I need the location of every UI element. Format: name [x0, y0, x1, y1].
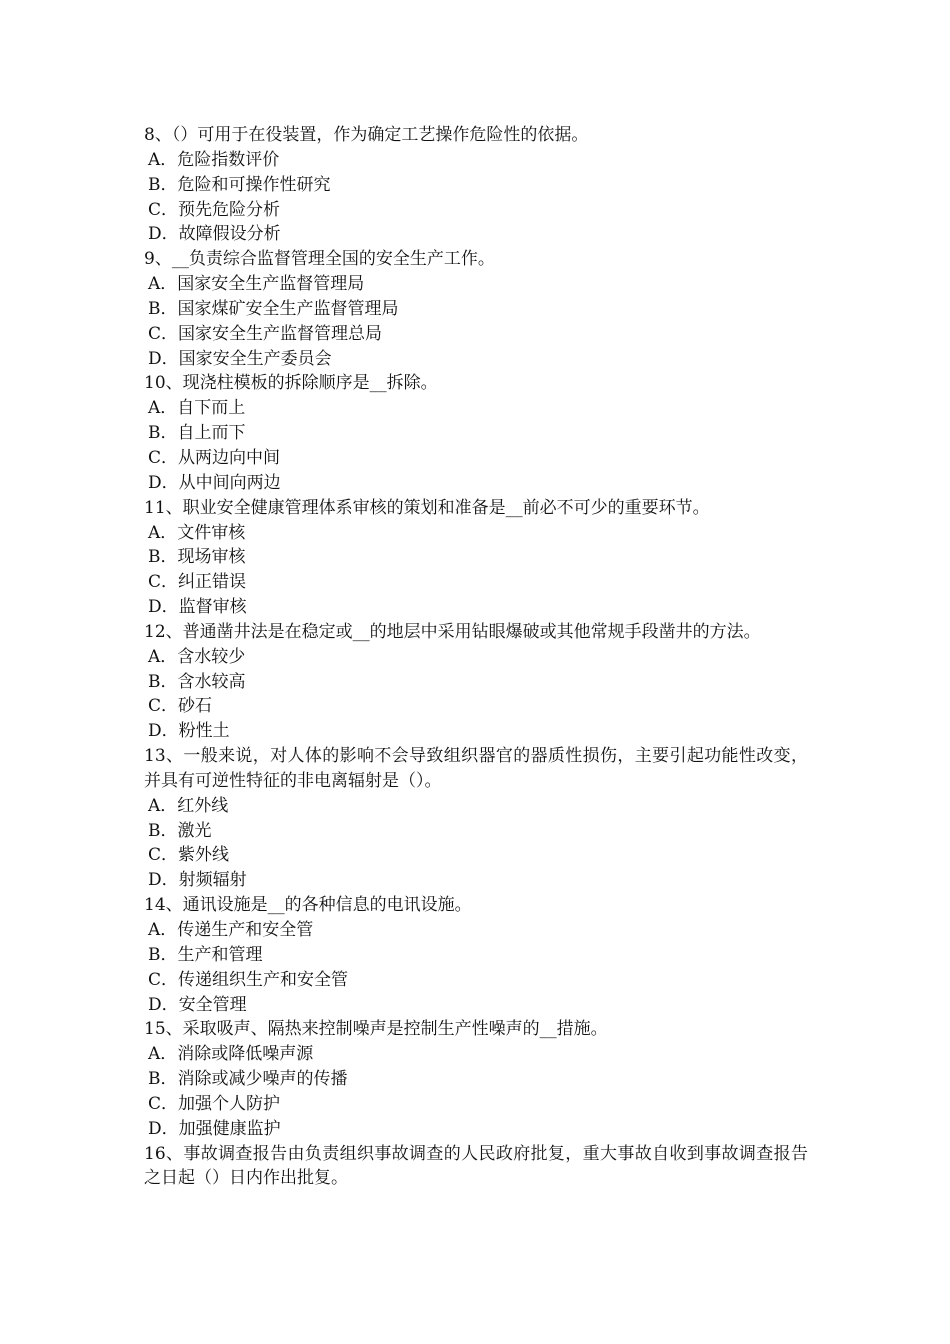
option-10-a: A．自下而上 [148, 398, 246, 419]
option-13-d: D．射频辐射 [148, 870, 247, 891]
option-14-b: B．生产和管理 [148, 944, 263, 965]
option-9-d: D．国家安全生产委员会 [148, 348, 332, 369]
question-8: 8、（）可用于在役装置，作为确定工艺操作危险性的依据。 [144, 125, 589, 145]
question-16: 16、事故调查报告由负责组织事故调查的人民政府批复，重大事故自收到事故调查报告之日起（）日内作出批复。 [144, 1143, 808, 1189]
option-15-d: D．加强健康监护 [148, 1118, 281, 1139]
option-8-d: D．故障假设分析 [148, 224, 281, 245]
option-10-b: B．自上而下 [148, 423, 246, 444]
question-12: 12、普通凿井法是在稳定或__的地层中采用钻眼爆破或其他常规手段凿井的方法。 [144, 621, 761, 642]
option-15-c: C．加强个人防护 [148, 1093, 281, 1114]
option-12-a: A．含水较少 [148, 646, 246, 667]
option-14-a: A．传递生产和安全管 [148, 920, 314, 940]
option-10-d: D．从中间向两边 [148, 472, 281, 493]
option-9-c: C．国家安全生产监督管理总局 [148, 323, 383, 344]
question-11: 11、职业安全健康管理体系审核的策划和准备是__前必不可少的重要环节。 [144, 497, 710, 518]
document-page [144, 123, 808, 1191]
question-10: 10、现浇柱模板的拆除顺序是__拆除。 [144, 373, 438, 394]
option-9-a: A．国家安全生产监督管理局 [148, 274, 365, 295]
question-13: 13、一般来说，对人体的影响不会导致组织器官的器质性损伤，主要引起功能性改变，并具有可逆性特征的非电离辐射是（）。 [144, 746, 808, 791]
option-14-c: C．传递组织生产和安全管 [148, 969, 349, 990]
option-8-b: B．危险和可操作性研究 [148, 174, 331, 195]
option-14-d: D．安全管理 [148, 994, 247, 1015]
option-11-d: D．监督审核 [148, 597, 247, 618]
option-11-a: A．文件审核 [148, 522, 246, 543]
option-13-a: A．红外线 [148, 795, 229, 816]
option-9-b: B．国家煤矿安全生产监督管理局 [148, 298, 399, 319]
option-13-b: B．激光 [148, 820, 212, 841]
question-9: 9、__负责综合监督管理全国的安全生产工作。 [144, 249, 495, 270]
option-8-a: A．危险指数评价 [148, 149, 280, 170]
option-15-b: B．消除或减少噪声的传播 [148, 1069, 348, 1090]
option-13-c: C．紫外线 [148, 845, 230, 866]
question-14: 14、通讯设施是__的各种信息的电讯设施。 [144, 895, 472, 916]
option-11-c: C．纠正错误 [148, 572, 247, 593]
question-15: 15、采取吸声、隔热来控制噪声是控制生产性噪声的__措施。 [144, 1019, 608, 1040]
option-12-b: B．含水较高 [148, 671, 246, 692]
option-10-c: C．从两边向中间 [148, 447, 281, 468]
option-11-b: B．现场审核 [148, 547, 246, 568]
option-12-c: C．砂石 [148, 696, 213, 717]
option-8-c: C．预先危险分析 [148, 199, 281, 220]
option-15-a: A．消除或降低噪声源 [148, 1044, 314, 1065]
option-12-d: D．粉性土 [148, 721, 230, 742]
